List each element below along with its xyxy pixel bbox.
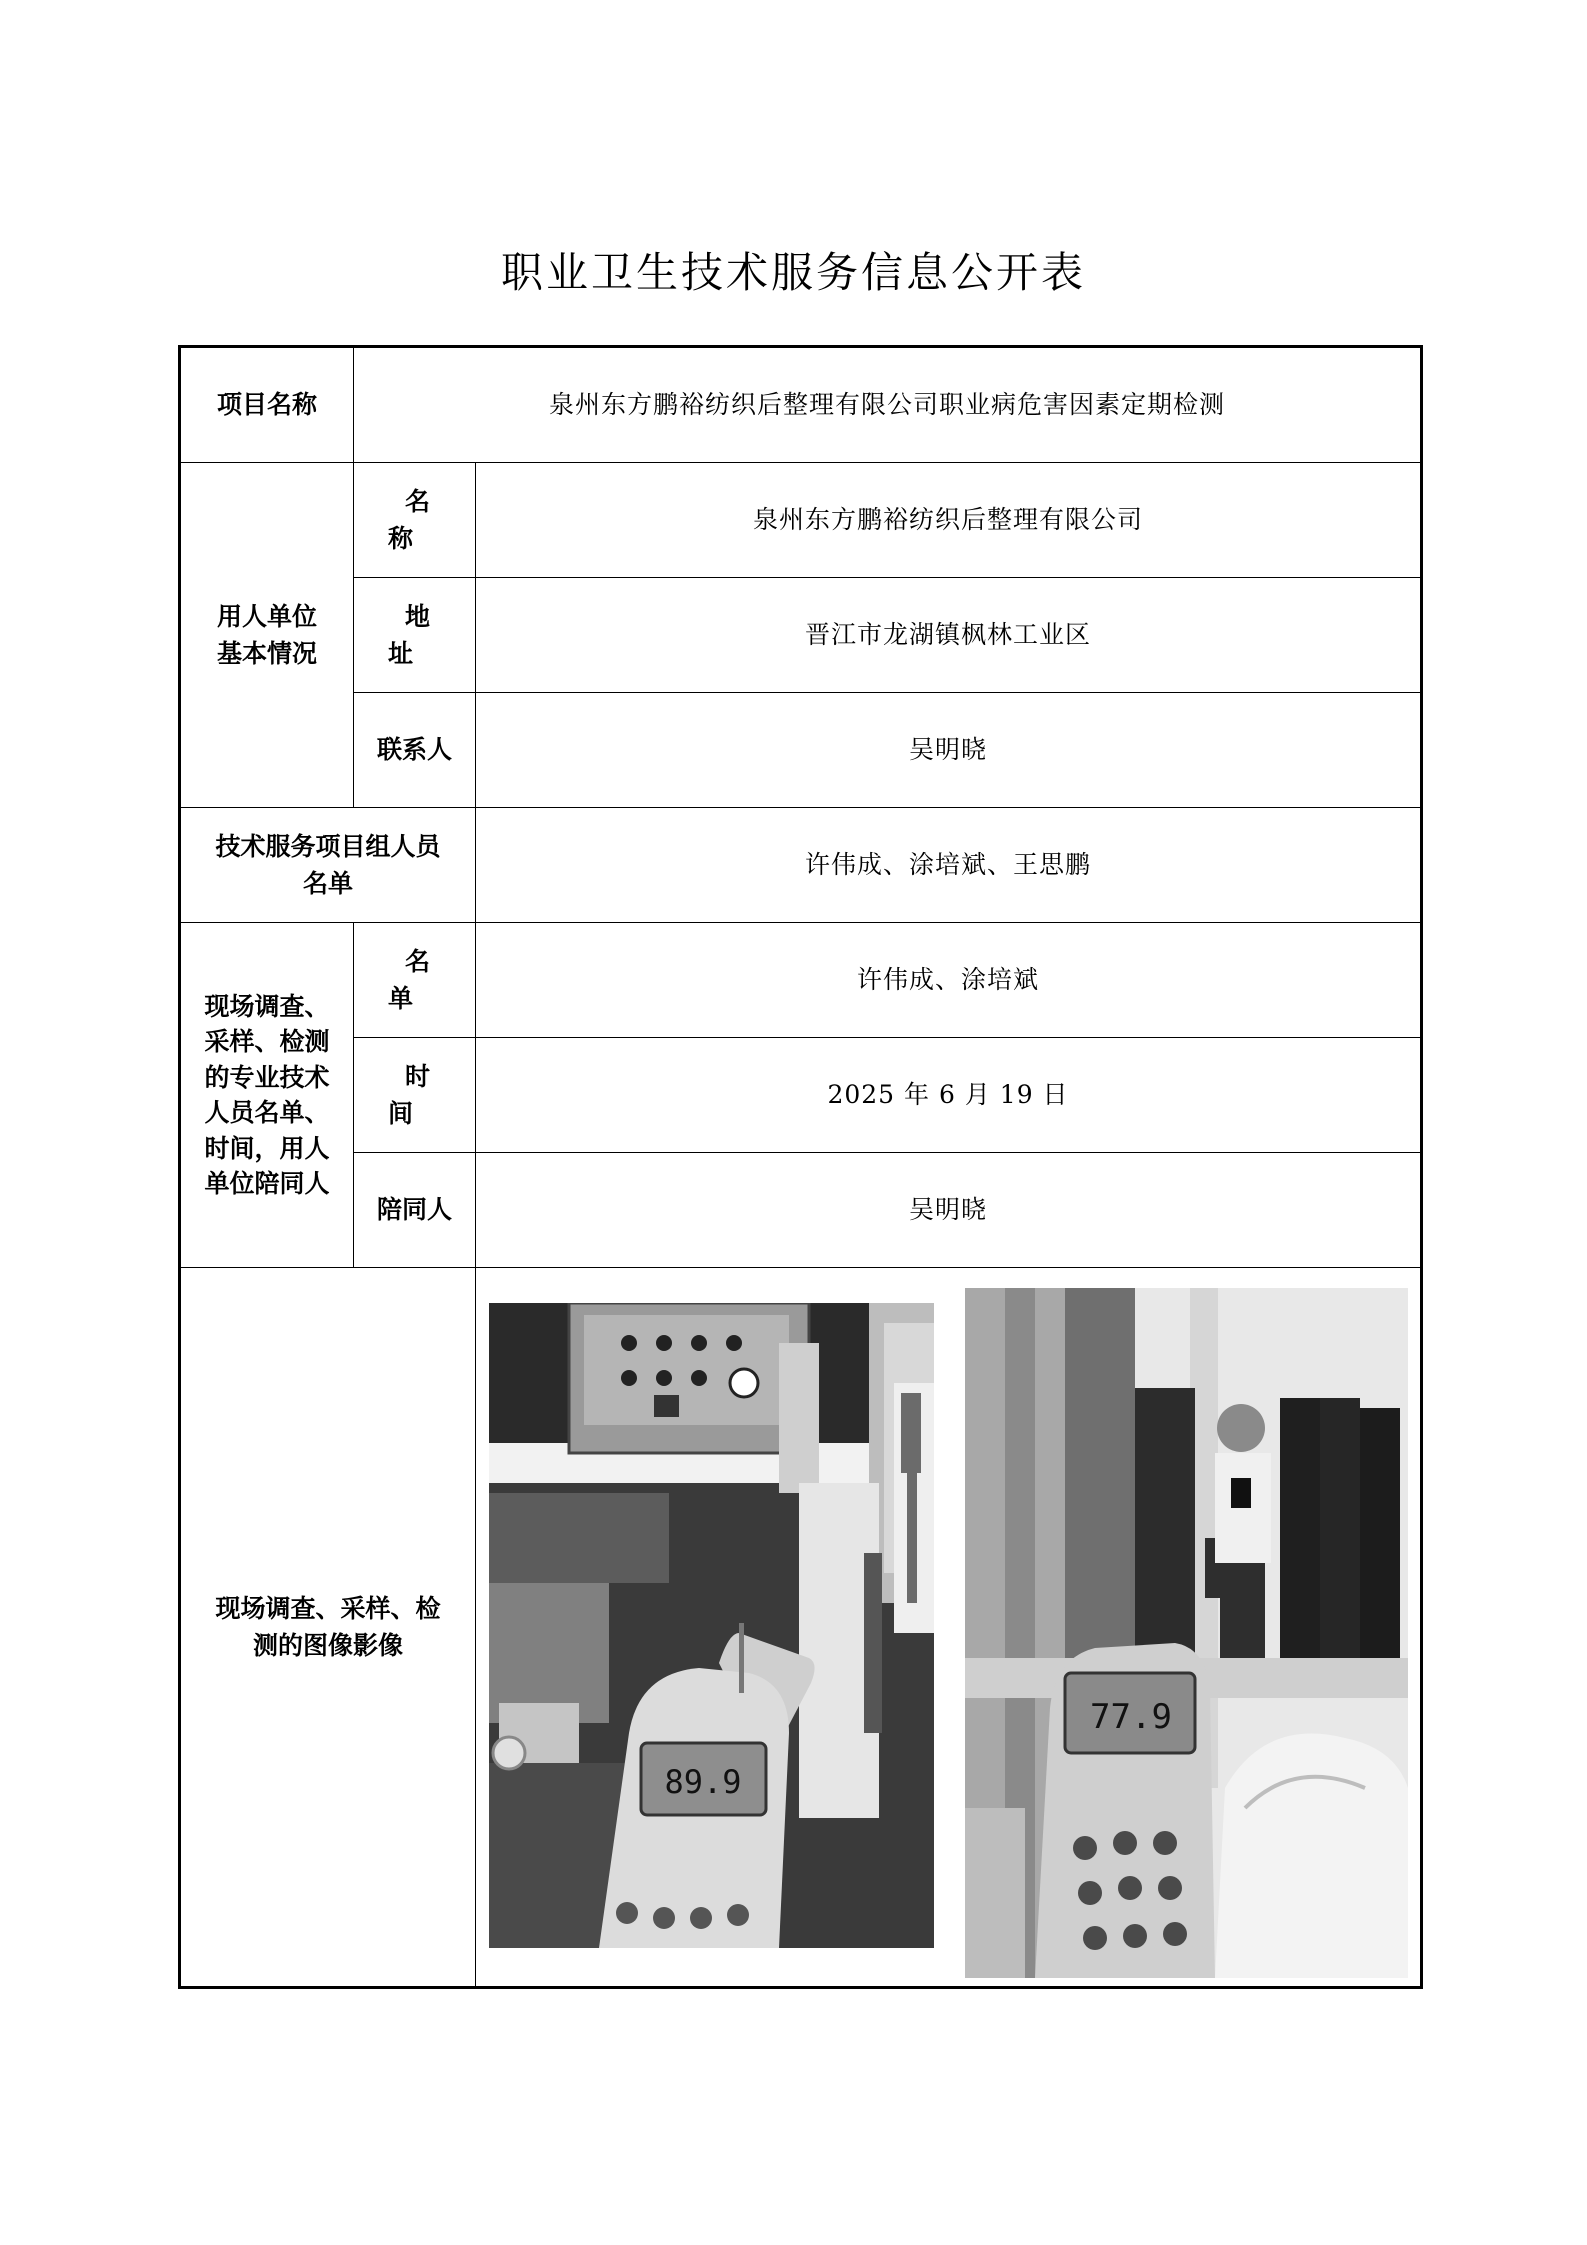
field-group-label-line-6: 单位陪同人 [204,1169,330,1198]
service-team-label [180,808,476,923]
field-escort-value: 吴明晓 [476,1153,1422,1268]
field-escort-label: 陪同人 [354,1153,476,1268]
project-name-value: 泉州东方鹏裕纺织后整理有限公司职业病危害因素定期检测 [354,347,1422,463]
field-group-label-line-4: 人员名单、 [204,1098,330,1127]
info-table [178,345,1423,1989]
field-list-label [354,923,476,1038]
row-site-images [180,1268,1422,1988]
employer-contact-label: 联系人 [354,693,476,808]
project-name-label: 项目名称 [180,347,354,463]
field-list-label-text: 名 单 [387,946,458,1013]
employer-name-label-text: 名 称 [387,486,458,553]
row-field-escort [180,1153,1422,1268]
meter-reading-2: 77.9 [1090,1697,1172,1737]
employer-address-value: 晋江市龙湖镇枫林工业区 [476,578,1422,693]
employer-address-label [354,578,476,693]
employer-contact-value: 吴明晓 [476,693,1422,808]
employer-group-label-line-1: 用人单位 [216,601,317,631]
row-field-list [180,923,1422,1038]
site-images-label-line-2: 测的图像影像 [252,1631,403,1660]
field-group-label-line-1: 现场调查、 [204,991,330,1021]
meter-reading-1: 89.9 [664,1763,742,1801]
row-employer-contact [180,693,1422,808]
site-photo-machine [489,1303,934,1948]
employer-address-label-text: 地 址 [387,601,458,668]
employer-name-label [354,463,476,578]
field-group-label-line-2: 采样、检测 [204,1027,330,1056]
field-time-label [354,1038,476,1153]
site-photo-machine-image [489,1303,934,1948]
employer-group-label [180,463,354,808]
site-images-label [180,1268,476,1988]
field-time-label-text: 时 间 [387,1061,458,1128]
site-photo-warehouse-image [965,1288,1408,1978]
employer-group-label-line-2: 基本情况 [216,639,317,668]
field-group-label-line-3: 的专业技术 [204,1062,330,1092]
service-team-label-line-2: 名单 [302,869,353,898]
site-images-cell [476,1268,1422,1988]
field-list-value: 许伟成、涂培斌 [476,923,1422,1038]
row-field-time [180,1038,1422,1153]
site-images-label-line-1: 现场调查、采样、检 [215,1593,441,1623]
row-service-team [180,808,1422,923]
site-photo-warehouse [965,1288,1408,1978]
service-team-label-line-1: 技术服务项目组人员 [215,831,441,861]
row-employer-name [180,463,1422,578]
service-team-value: 许伟成、涂培斌、王思鹏 [476,808,1422,923]
field-time-value: 2025 年 6 月 19 日 [476,1038,1422,1153]
document-title: 职业卫生技术服务信息公开表 [500,248,1086,297]
row-employer-address [180,578,1422,693]
employer-name-value: 泉州东方鹏裕纺织后整理有限公司 [476,463,1422,578]
field-group-label-line-5: 时间，用人 [204,1133,330,1163]
field-group-label [180,923,354,1268]
row-project-name [180,347,1422,463]
